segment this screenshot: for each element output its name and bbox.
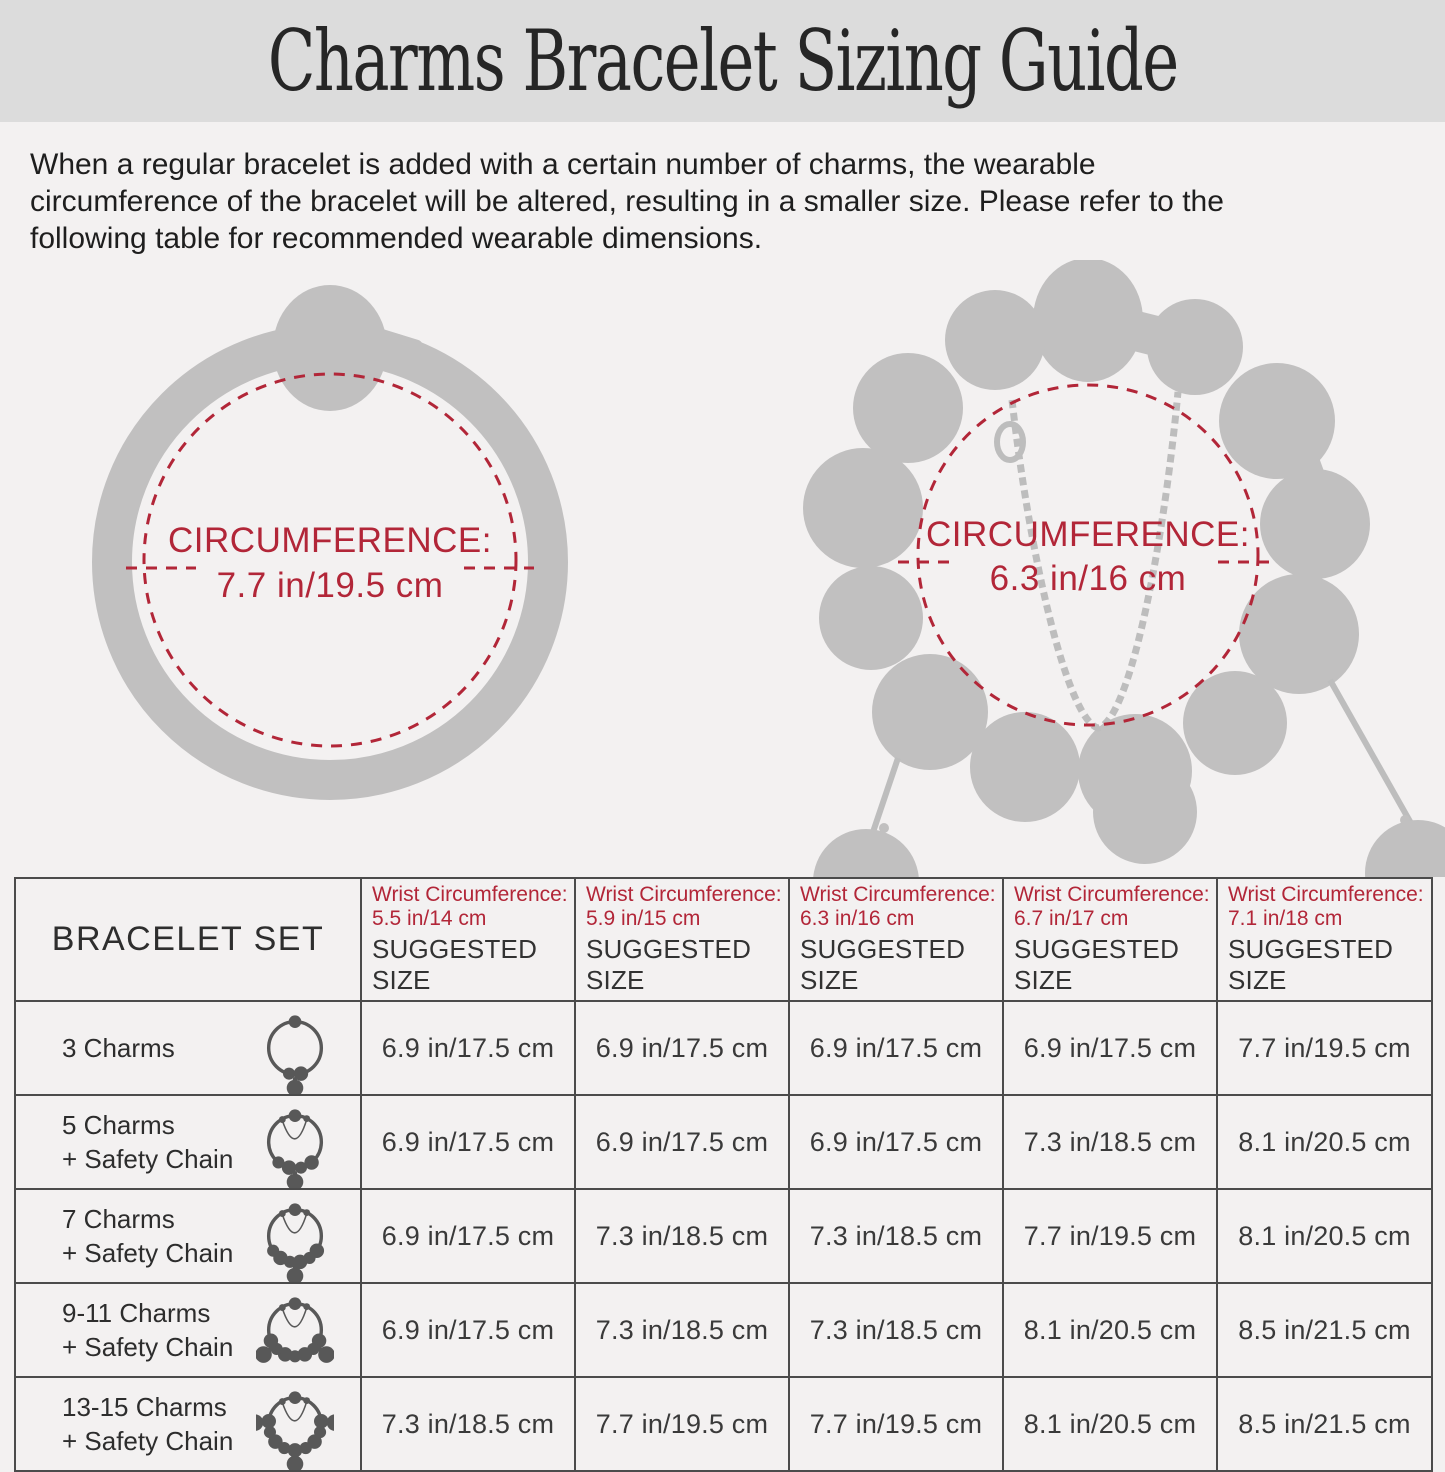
table-row bbox=[15, 1095, 1432, 1189]
wrist-column-header bbox=[575, 878, 789, 1001]
bracelet-9-11-charms-safety-chain-icon bbox=[256, 1284, 334, 1376]
intro-paragraph bbox=[30, 146, 1435, 257]
bracelet-5-charms-safety-chain-icon bbox=[256, 1096, 334, 1188]
plain-bracelet-figure bbox=[112, 285, 548, 780]
charm-bead bbox=[945, 290, 1045, 390]
wrist-circumference-label: Wrist Circumference: 7.1 in/18 cm bbox=[1228, 883, 1424, 930]
size-value-cell: 8.1 in/20.5 cm bbox=[1217, 1095, 1432, 1189]
size-value-cell: 8.1 in/20.5 cm bbox=[1217, 1189, 1432, 1283]
intro-line: circumference of the bracelet will be altered, resulting in a smaller size. Please refer to the bbox=[30, 185, 1224, 218]
wrist-circumference-label: Wrist Circumference: 6.7 in/17 cm bbox=[1014, 883, 1210, 930]
wrist-column-header bbox=[789, 878, 1003, 1001]
circumference-value: 7.7 in/19.5 cm bbox=[216, 566, 444, 605]
bracelet-set-cell bbox=[15, 1283, 361, 1377]
size-value-cell: 6.9 in/17.5 cm bbox=[575, 1001, 789, 1095]
clasp-ball bbox=[273, 285, 387, 411]
bracelet-set-header: BRACELET SET bbox=[15, 878, 361, 1001]
charm-bead bbox=[853, 353, 963, 463]
size-value-cell: 8.5 in/21.5 cm bbox=[1217, 1283, 1432, 1377]
size-value-cell: 8.1 in/20.5 cm bbox=[1003, 1377, 1217, 1471]
bracelet-set-label: 5 Charms + Safety Chain bbox=[62, 1110, 234, 1174]
wrist-circumference-label: Wrist Circumference: 6.3 in/16 cm bbox=[800, 883, 996, 930]
charm-bead bbox=[819, 566, 923, 670]
bracelet-7-charms-safety-chain-icon bbox=[256, 1190, 334, 1282]
charms-bracelet-figure bbox=[803, 260, 1445, 877]
bracelet-13-15-charms-safety-chain-icon bbox=[256, 1378, 334, 1470]
charm-bead bbox=[970, 712, 1080, 822]
suggested-size-label: SUGGESTED SIZE bbox=[1228, 934, 1394, 995]
charm-bead bbox=[1183, 671, 1287, 775]
size-value-cell: 7.3 in/18.5 cm bbox=[1003, 1095, 1217, 1189]
wrist-circumference-label: Wrist Circumference: 5.5 in/14 cm bbox=[372, 883, 568, 930]
bracelet-set-label: 7 Charms + Safety Chain bbox=[62, 1204, 234, 1268]
sizing-table bbox=[14, 877, 1433, 1472]
charm-bead bbox=[1147, 299, 1243, 395]
suggested-size-label: SUGGESTED SIZE bbox=[586, 934, 752, 995]
table-row bbox=[15, 1377, 1432, 1471]
bracelet-set-cell bbox=[15, 1001, 361, 1095]
bracelet-set-cell bbox=[15, 1377, 361, 1471]
bracelet-set-label: 13-15 Charms + Safety Chain bbox=[62, 1392, 234, 1456]
suggested-size-label: SUGGESTED SIZE bbox=[800, 934, 966, 995]
table-row bbox=[15, 1283, 1432, 1377]
table-row bbox=[15, 1001, 1432, 1095]
bracelet-set-cell bbox=[15, 1189, 361, 1283]
bracelet-set-label: 3 Charms bbox=[62, 1033, 175, 1063]
size-value-cell: 6.9 in/17.5 cm bbox=[361, 1283, 575, 1377]
charm-bead bbox=[1260, 469, 1370, 579]
dangle-charm bbox=[1365, 820, 1445, 877]
charm-bead bbox=[872, 654, 988, 770]
size-value-cell: 6.9 in/17.5 cm bbox=[361, 1001, 575, 1095]
size-value-cell: 7.7 in/19.5 cm bbox=[1217, 1001, 1432, 1095]
size-value-cell: 6.9 in/17.5 cm bbox=[1003, 1001, 1217, 1095]
charm-bead bbox=[1033, 260, 1143, 382]
table-body bbox=[15, 1001, 1432, 1471]
charm-bead bbox=[1219, 363, 1335, 479]
size-value-cell: 6.9 in/17.5 cm bbox=[789, 1001, 1003, 1095]
dangle-charm bbox=[813, 829, 919, 877]
size-value-cell: 6.9 in/17.5 cm bbox=[361, 1095, 575, 1189]
table-row bbox=[15, 1189, 1432, 1283]
size-value-cell: 7.7 in/19.5 cm bbox=[575, 1377, 789, 1471]
intro-line: When a regular bracelet is added with a certain number of charms, the wearable bbox=[30, 148, 1096, 181]
sizing-table-wrap bbox=[14, 877, 1433, 1472]
bracelet-set-label: 9-11 Charms + Safety Chain bbox=[62, 1298, 234, 1362]
intro-line: following table for recommended wearable dimensions. bbox=[30, 222, 763, 255]
size-value-cell: 6.9 in/17.5 cm bbox=[361, 1189, 575, 1283]
bracelet-3-charms-icon bbox=[256, 1002, 334, 1094]
wrist-column-header bbox=[361, 878, 575, 1001]
wrist-circumference-label: Wrist Circumference: 5.9 in/15 cm bbox=[586, 883, 782, 930]
page-title: Charms Bracelet Sizing Guide bbox=[267, 12, 1178, 110]
size-value-cell: 7.3 in/18.5 cm bbox=[575, 1189, 789, 1283]
wrist-column-header bbox=[1217, 878, 1432, 1001]
charm-bead bbox=[803, 448, 923, 568]
size-value-cell: 7.3 in/18.5 cm bbox=[575, 1283, 789, 1377]
size-value-cell: 7.3 in/18.5 cm bbox=[789, 1189, 1003, 1283]
dangle-charm bbox=[1093, 760, 1197, 864]
dangle-link bbox=[1330, 680, 1412, 825]
circumference-label: CIRCUMFERENCE: bbox=[168, 521, 492, 560]
size-value-cell: 7.7 in/19.5 cm bbox=[789, 1377, 1003, 1471]
suggested-size-label: SUGGESTED SIZE bbox=[372, 934, 538, 995]
wrist-column-header bbox=[1003, 878, 1217, 1001]
circumference-label: CIRCUMFERENCE: bbox=[926, 515, 1250, 554]
title-band bbox=[0, 0, 1445, 122]
size-value-cell: 8.1 in/20.5 cm bbox=[1003, 1283, 1217, 1377]
bracelet-set-cell bbox=[15, 1095, 361, 1189]
circumference-value: 6.3 in/16 cm bbox=[989, 559, 1187, 598]
size-value-cell: 7.7 in/19.5 cm bbox=[1003, 1189, 1217, 1283]
size-value-cell: 6.9 in/17.5 cm bbox=[575, 1095, 789, 1189]
size-value-cell: 8.5 in/21.5 cm bbox=[1217, 1377, 1432, 1471]
bracelet-figures bbox=[0, 260, 1445, 877]
size-value-cell: 7.3 in/18.5 cm bbox=[361, 1377, 575, 1471]
circumference-dashed-circle bbox=[144, 374, 516, 746]
size-value-cell: 6.9 in/17.5 cm bbox=[789, 1095, 1003, 1189]
table-header-row bbox=[15, 878, 1432, 1001]
size-value-cell: 7.3 in/18.5 cm bbox=[789, 1283, 1003, 1377]
suggested-size-label: SUGGESTED SIZE bbox=[1014, 934, 1180, 995]
